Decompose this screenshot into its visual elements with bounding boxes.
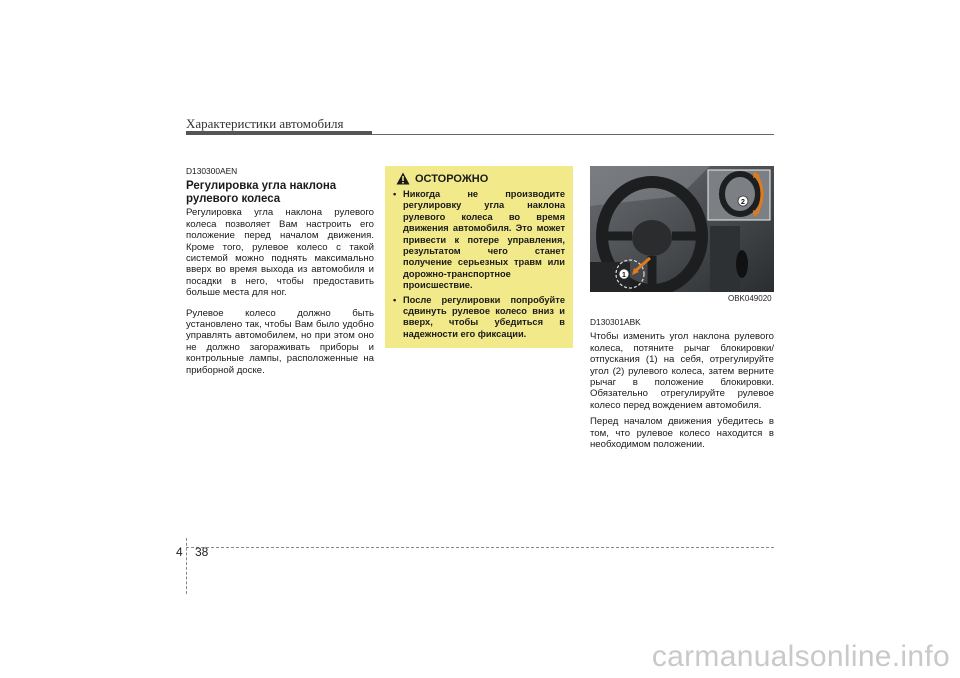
footer-rule <box>186 547 774 548</box>
header-bar <box>186 131 372 135</box>
section-column <box>186 166 374 385</box>
callout-2-label: 2 <box>741 199 745 206</box>
section-paragraph-1: Регулировка угла наклона рулевого колеса позволяет Вам настроить его положение перед началом движения. Кроме того, рулевое колесо с такой системой можно поднять максимально вверх во время выхода из автомобиля и посадки в него, чтобы предоставить больше места для ног. <box>186 207 374 299</box>
instructions-paragraph-1: Чтобы изменить угол наклона рулевого колеса, потяните рычаг блокировки/отпускания (1) на себя, отрегулируйте угол (2) рулевого колеса, затем верните рычаг в положение блокировки. Обязательно отрегулируйте рулевое колесо перед вождением автомобиля. <box>590 331 774 411</box>
warning-item-1: • Никогда не производите регулировку угла наклона рулевого колеса во время движения автомобиля. Это может привести к потере управления, результатом чего станет получение серьезных травм или дорожно-транспортное происшествие. <box>393 189 565 292</box>
page-header-title: Характеристики автомобиля <box>186 116 344 131</box>
warning-item-2: • После регулировки попробуйте сдвинуть рулевое колесо вниз и вверх, чтобы убедиться в надежности его фиксации. <box>393 295 565 341</box>
header-rule <box>372 134 774 135</box>
section-code: D130300AEN <box>186 166 238 176</box>
section-heading: Регулировка угла наклона рулевого колеса <box>186 180 337 205</box>
section-paragraph-2: Рулевое колесо должно быть установлено так, чтобы Вам было удобно управлять автомобилем, но при этом оно не должно загораживать приборы и контрольные лампы, расположенные на приборной доске. <box>186 307 374 376</box>
instructions-paragraph-2: Перед началом движения убедитесь в том, что рулевое колесо находится в необходимом положении. <box>590 416 774 451</box>
footer-divider <box>186 538 187 594</box>
instructions-column <box>590 317 774 459</box>
warning-triangle-icon <box>396 172 410 185</box>
callout-1-label: 1 <box>622 272 626 279</box>
chapter-number: 4 <box>176 545 183 559</box>
warning-box <box>385 166 573 348</box>
warning-header <box>396 172 565 185</box>
page-number-value: 38 <box>195 545 209 559</box>
instructions-code: D130301ABK <box>590 317 641 327</box>
steering-wheel-illustration <box>590 166 774 292</box>
steering-wheel-figure <box>590 166 774 292</box>
warning-title: ОСТОРОЖНО <box>415 172 489 185</box>
figure-caption: OBK049020 <box>728 294 772 303</box>
warning-list <box>393 189 565 340</box>
watermark: carmanualsonline.info <box>651 640 950 673</box>
